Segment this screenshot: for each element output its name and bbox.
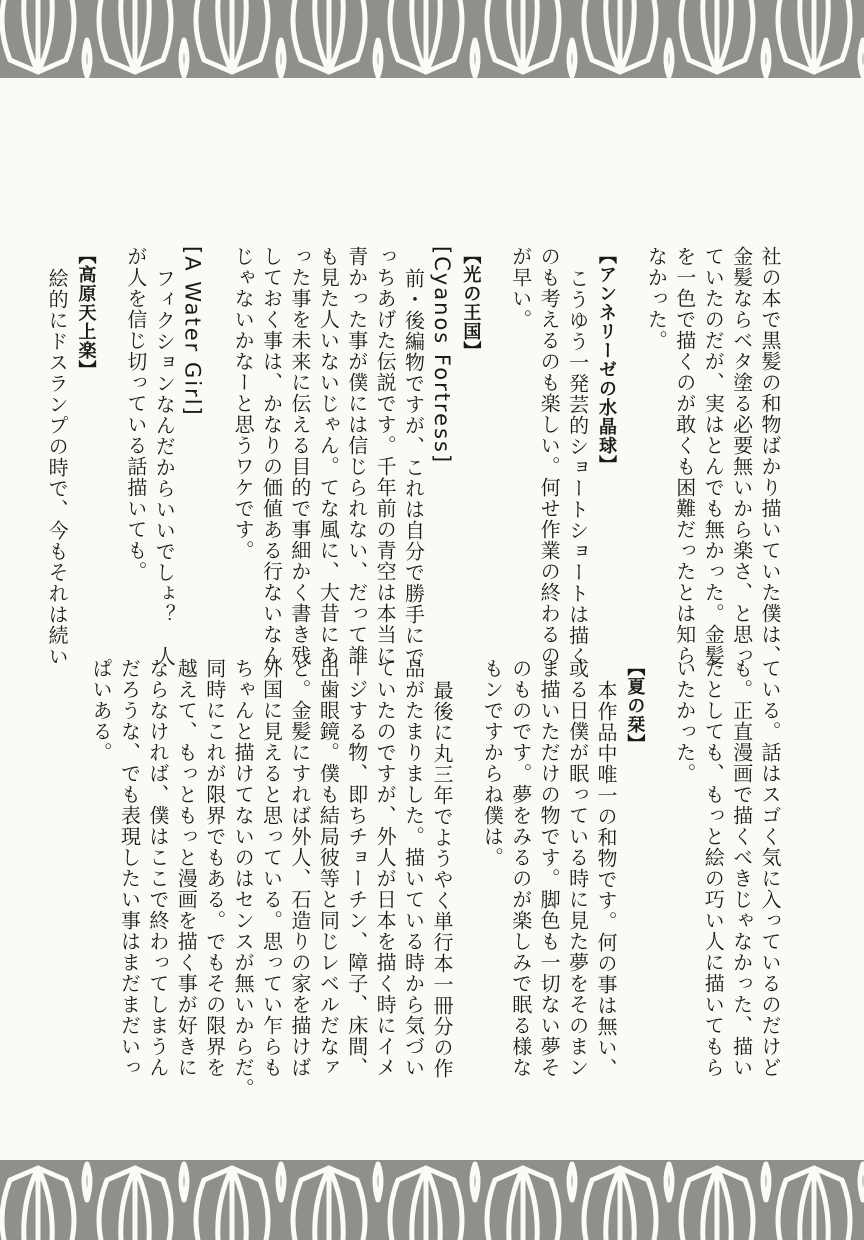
text-column: 品がたまりました。描いている時から気づい (401, 658, 426, 1078)
text-column: 同時にこれが限界でもある。でもその限界を (202, 658, 227, 1078)
afterword-section (642, 246, 784, 666)
text-column: ていたのだが、実はとんでも無かった。金髪 (701, 246, 726, 666)
afterword-section (478, 658, 648, 1079)
text-column: もンですからね僕は。 (480, 658, 505, 868)
text-column: が早い。 (508, 246, 533, 330)
text-column: 本作品中唯一の和物です。何の事は無い、 (593, 680, 618, 1079)
text-column: った事を未来に伝える目的で事細かく書き残 (287, 246, 312, 666)
afterword-section (670, 658, 784, 1078)
section-subtitle: [A Water Girl] (180, 246, 205, 417)
text-column: 越えて、もっともっと漫画を描く事が好きに (174, 658, 199, 1078)
text-column: 出歯眼鏡。僕も結局彼等と同じレベルだなァ (316, 658, 341, 1078)
text-column: ていたのですが、外人が日本を描く時にイメ (373, 658, 398, 1078)
text-column: を一色で描くのが敢くも困難だったとは知ら (672, 246, 697, 666)
afterword-bottom-block (87, 658, 784, 1099)
text-column: こうゆう一発芸的ショートショートは描く (565, 268, 590, 667)
text-column: じゃないかなーと思うワケです。 (231, 246, 256, 561)
text-column: のも考えるのも楽しい。何せ作業の終わるの (537, 246, 562, 666)
text-column: ならなければ、僕はここで終わってしまうん (145, 658, 170, 1078)
section-header: 【夏の栞】 (624, 658, 646, 753)
section-header: 【アンネリーゼの水晶球】 (595, 246, 617, 474)
afterword-section (506, 246, 620, 667)
section-header: 【光の王国】 (460, 246, 482, 360)
text-column: 金髪ならベタ塗る必要無いから楽さ、と思っ (729, 246, 754, 666)
text-column: 或る日僕が眠っている時に見た夢をそのまン (565, 658, 590, 1078)
text-column: ちゃんと描けてないのはセンスが無いからだ。 (231, 658, 256, 1099)
afterword-section (87, 658, 456, 1099)
text-column: フィクションなんだからいいでしょ？ 人 (152, 268, 177, 667)
section-header: 【高原天上楽】 (75, 246, 97, 379)
text-column: も。正直漫画で描くべきじゃなかった、描い (729, 658, 754, 1078)
text-column: 外国に見えると思っている。思ってい乍らも (259, 658, 284, 1078)
text-column: ま描いただけの物です。脚色も一切ない夢そ (537, 658, 562, 1078)
text-column: が人を信じ切っている話描いても。 (123, 246, 148, 582)
text-column: 前・後編物ですが、これは自分で勝手にで (401, 268, 426, 667)
text-column: ージする物、即ちチョーチン、障子、床間、 (344, 658, 369, 1078)
text-column: 社の本で黒髪の和物ばかり描いていた僕は、 (758, 246, 782, 666)
text-column: 最後に丸三年でようやく単行本一冊分の作 (429, 680, 454, 1079)
text-column: も見た人いないじゃん。てな風に、大昔にあ (316, 246, 341, 666)
text-column: なかった。 (644, 246, 669, 351)
section-subtitle: [Cyanos Fortress] (429, 246, 454, 465)
text-column: ぱいある。 (89, 658, 114, 763)
afterword-section (121, 246, 206, 667)
text-column: ている。話はスゴく気に入っているのだけど (758, 658, 782, 1078)
text-column: たとしても、もっと絵の巧い人に描いてもら (701, 658, 726, 1078)
text-column: のものです。夢をみるのが楽しみで眠る様な (508, 658, 533, 1078)
decorative-fan-border-bottom (0, 1160, 864, 1240)
text-column: 絵的にドスランプの時で、今もそれは続い (45, 268, 70, 667)
text-column: いたかった。 (672, 658, 697, 784)
text-column: しておく事は、かなりの価値ある行ないなん (259, 246, 284, 666)
decorative-fan-border-top (0, 0, 864, 80)
afterword-section (43, 246, 100, 667)
afterword-section (229, 246, 485, 667)
text-column: っちあげた伝説です。千年前の青空は本当に (373, 246, 398, 666)
text-column: だろうな、でも表現したい事はまだまだいっ (117, 658, 142, 1078)
text-column: 青かった事が僕には信じられない、だって誰 (344, 246, 369, 666)
afterword-top-block (43, 246, 784, 667)
text-column: と。金髪にすれば外人、石造りの家を描けば (287, 658, 312, 1078)
